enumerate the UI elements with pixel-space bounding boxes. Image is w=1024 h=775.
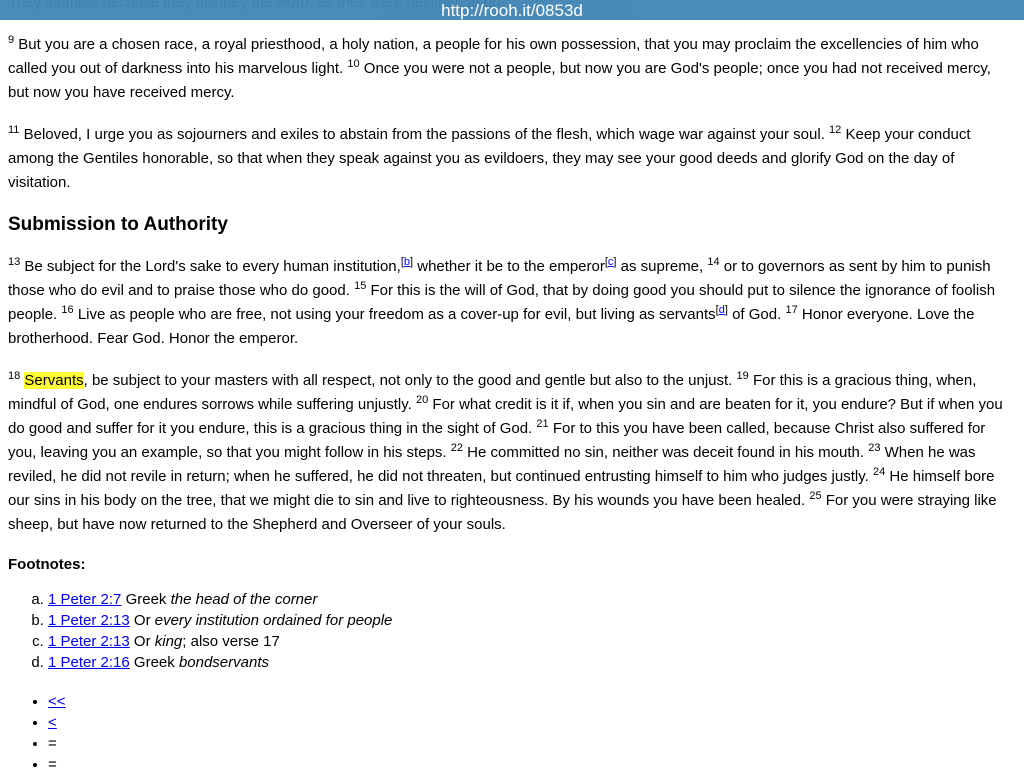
- verse-text: For this is a gracious thing, when, mindful of God, one endures sorrows while suffering unjustly.: [8, 372, 977, 413]
- verse-text: of God.: [732, 306, 782, 323]
- verse-number: 12: [829, 124, 842, 136]
- footnote-link[interactable]: 1 Peter 2:13: [48, 612, 130, 629]
- passage-content: [8, 0, 1008, 775]
- nav-first-link[interactable]: <<: [48, 693, 66, 710]
- verse-number: 20: [416, 394, 429, 406]
- paragraph-verses-13-17: [8, 255, 1008, 351]
- verse-text: For to this you have been called, because Christ also suffered for you, leaving you an example, so that you might follow in his steps.: [8, 420, 986, 461]
- verse-text: Be subject for the Lord's sake to every human institution,: [24, 258, 401, 275]
- nav-item: [48, 691, 1008, 712]
- verse-number: 22: [450, 442, 463, 454]
- verse-text: Honor everyone. Love the brotherhood. Fear God. Honor the emperor.: [8, 306, 975, 347]
- verse-text: He committed no sin, neither was deceit found in his mouth.: [467, 444, 865, 461]
- verse-text: Once you were not a people, but now you are God's people; once you had not received mercy, but now you have received mercy.: [8, 60, 991, 101]
- nav-next: =: [48, 756, 57, 773]
- verse-text: Beloved, I urge you as sojourners and exiles to abstain from the passions of the flesh, which wage war against your soul.: [23, 126, 825, 143]
- section-heading: Submission to Authority: [8, 214, 228, 235]
- paragraph-verses-18-25: [8, 369, 1008, 537]
- url-banner[interactable]: [0, 0, 1024, 20]
- footnote-d: d. 1 Peter 2:16 Greek bondservants: [48, 652, 1008, 673]
- verse-text: For this is the will of God, that by doing good you should put to silence the ignorance of foolish people.: [8, 282, 996, 323]
- footnote-link[interactable]: 1 Peter 2:13: [48, 633, 130, 650]
- verse-text: Keep your conduct among the Gentiles honorable, so that when they speak against you as evildoers, they may see your good deeds and glorify God on the day of visitation.: [8, 126, 971, 191]
- nav-item: [48, 733, 1008, 754]
- verse-text: When he was reviled, he did not revile in return; when he suffered, he did not threaten, but continued entrusting himself to him who judges justly.: [8, 444, 976, 485]
- verse-text: whether it be to the emperor: [417, 258, 605, 275]
- nav-prev-link[interactable]: <: [48, 714, 57, 731]
- verse-number: 14: [707, 256, 720, 268]
- verse-text: Live as people who are free, not using your freedom as a cover-up for evil, but living as servants: [77, 306, 716, 323]
- verse-text: or to governors as sent by him to punish those who do evil and to praise those who do good.: [8, 258, 991, 299]
- verse-number: 10: [347, 58, 360, 70]
- nav-current: =: [48, 735, 57, 752]
- verse-text: For you were straying like sheep, but have now returned to the Shepherd and Overseer of your souls.: [8, 492, 997, 533]
- footnote-ref-d[interactable]: [d]: [715, 304, 728, 316]
- verse-text: For what credit is it if, when you sin and are beaten for it, you endure? But if when you do good and suffer for it you endure, this is a gracious thing in the sight of God.: [8, 396, 1003, 437]
- footnote-link[interactable]: 1 Peter 2:7: [48, 591, 122, 608]
- verse-number: 24: [872, 466, 886, 478]
- footnote-ref-b[interactable]: [b]: [400, 256, 414, 268]
- verse-number: 17: [785, 304, 798, 316]
- verse-number: 16: [61, 304, 74, 316]
- verse-number: 25: [809, 490, 822, 502]
- verse-number: 21: [536, 418, 549, 430]
- verse-number: 18: [8, 370, 21, 382]
- nav-item: [48, 754, 1008, 775]
- highlighted-word: Servants: [24, 372, 84, 389]
- footnote-link[interactable]: 1 Peter 2:16: [48, 654, 130, 671]
- verse-number: 11: [8, 124, 20, 136]
- verse-number: 15: [354, 280, 367, 292]
- paragraph-verses-11-12: [8, 123, 1008, 195]
- verse-number: 23: [868, 442, 881, 454]
- footnote-ref-c[interactable]: [c]: [604, 256, 617, 268]
- paragraph-verses-9-10: [8, 33, 1008, 105]
- verse-text: But you are a chosen race, a royal priesthood, a holy nation, a people for his own possession, that you may proclaim the excellencies of him who called you out of darkness into his marvelous light.: [8, 36, 979, 77]
- verse-text: He himself bore our sins in his body on the tree, that we might die to sin and live to righteousness. By his wounds you have been healed.: [8, 468, 995, 509]
- footnote-a: a. 1 Peter 2:7 Greek the head of the corner: [48, 589, 1008, 610]
- footnote-b: b. 1 Peter 2:13 Or every institution ordained for people: [48, 610, 1008, 631]
- short-url[interactable]: http://rooh.it/0853d: [441, 1, 583, 20]
- footnotes-list: [8, 589, 1008, 673]
- chapter-navigation: [8, 691, 1008, 775]
- verse-number: 9: [8, 34, 15, 46]
- verse-number: 19: [736, 370, 749, 382]
- nav-item: [48, 712, 1008, 733]
- footnote-c: c. 1 Peter 2:13 Or king; also verse 17: [48, 631, 1008, 652]
- verse-text: as supreme,: [620, 258, 704, 275]
- verse-number: 13: [8, 256, 21, 268]
- footnotes-heading: Footnotes:: [8, 556, 86, 573]
- verse-text: , be subject to your masters with all respect, not only to the good and gentle but also to the unjust.: [83, 372, 733, 389]
